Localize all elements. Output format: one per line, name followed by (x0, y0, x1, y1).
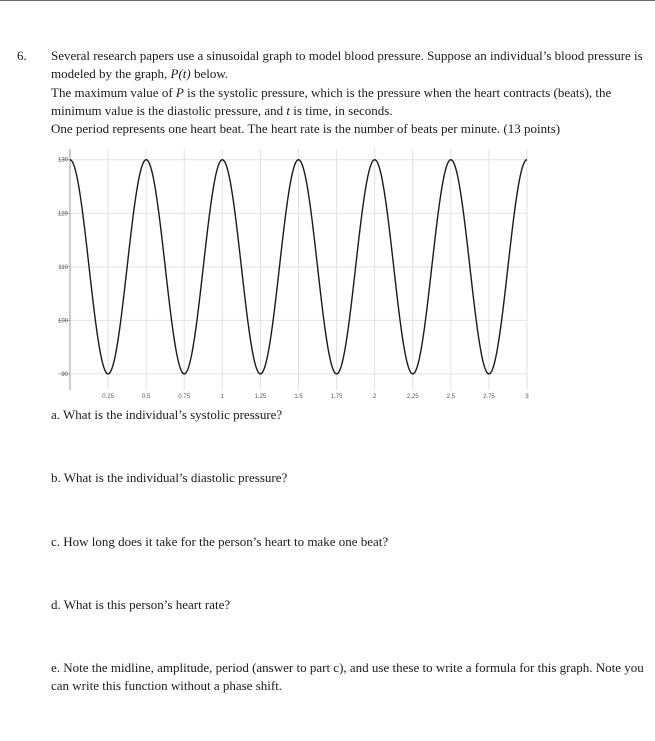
problem-statement (17, 47, 644, 138)
x-tick-label: 0.75 (178, 394, 191, 400)
intro-end: below. (193, 66, 229, 81)
x-tick-label: 1.75 (330, 394, 343, 400)
problem-definitions (34, 84, 644, 120)
blood-pressure-chart (30, 145, 534, 403)
function-name: P(t) (170, 66, 191, 81)
x-tick-label: 2.75 (483, 394, 495, 400)
x-tick-label: 0.25 (102, 394, 114, 400)
variable-t: t (286, 103, 291, 118)
question-e: e. Note the midline, amplitude, period (answer to part c), and use these to write a formula for this graph. Note you can write this function without a phase shift. (51, 660, 644, 693)
x-tick-label: 2 (372, 394, 377, 400)
x-tick-label: 3 (525, 394, 529, 400)
y-tick-label: 90 (61, 371, 68, 378)
x-tick-label: 1.25 (254, 394, 267, 400)
y-tick-label: 130 (57, 157, 68, 164)
y-tick-label: 120 (57, 211, 68, 218)
x-tick-label: 2.5 (446, 394, 456, 400)
period-note: One period represents one heart beat. The heart rate is the number of beats per minute. (13 points) (51, 121, 561, 136)
y-tick-label: 100 (57, 318, 68, 325)
question-a: a. What is the individual’s systolic pressure? (51, 407, 283, 422)
problem-intro (17, 47, 644, 83)
problem-number: 6. (17, 48, 27, 63)
def-middle: is the systolic pressure, which is the pressure when the heart contracts (beats), the minimum value is the diastolic pressure, and (51, 85, 612, 118)
intro-text: Several research papers use a sinusoidal graph to model blood pressure. Suppose an individual’s blood pressure is modeled by the graph, (51, 48, 643, 81)
question-b: b. What is the individual’s diastolic pressure? (51, 470, 288, 485)
x-tick-label: 1.5 (294, 394, 303, 400)
def-start: The maximum value of (51, 85, 173, 100)
x-tick-label: 2.25 (406, 394, 419, 400)
variable-p: P (175, 85, 184, 100)
y-tick-label: 110 (58, 264, 68, 271)
question-c: c. How long does it take for the person’s heart to make one beat? (51, 534, 389, 549)
x-tick-label: 1 (220, 394, 225, 400)
x-tick-label: 0.5 (141, 394, 151, 400)
question-d: d. What is this person’s heart rate? (51, 597, 231, 612)
top-rule (0, 0, 655, 1)
def-end: is time, in seconds. (293, 103, 393, 118)
